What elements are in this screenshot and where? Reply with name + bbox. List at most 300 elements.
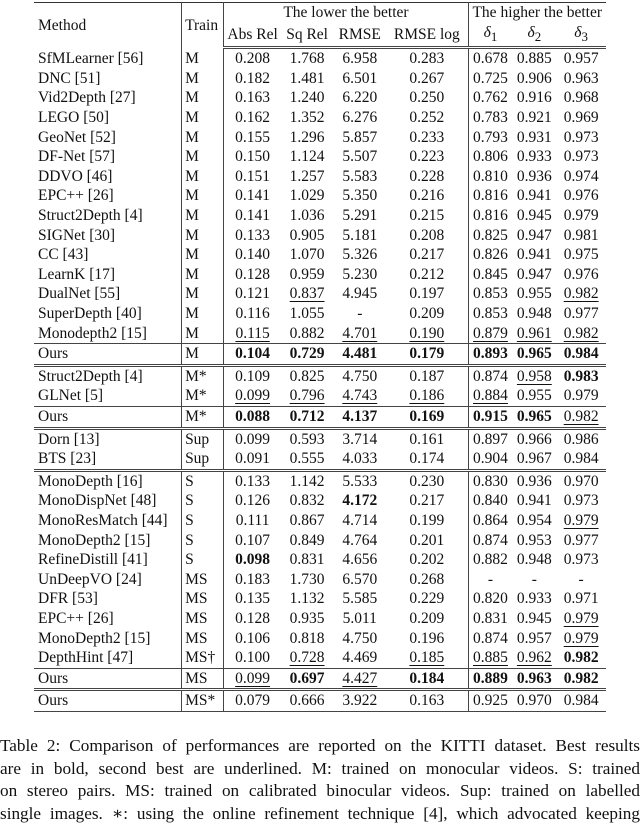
value: 1.481	[289, 69, 325, 87]
value: 0.088	[235, 407, 271, 425]
rmse-cell	[333, 386, 386, 406]
abs-rel-cell	[224, 167, 281, 187]
value: 0.830	[473, 472, 508, 490]
rmse-log-cell	[386, 609, 468, 629]
table-row	[34, 265, 606, 285]
value: 0.957	[516, 629, 552, 647]
value: 0.945	[516, 609, 552, 627]
method-cell: LearnK [17]	[38, 265, 116, 283]
value: 0.796	[289, 387, 325, 405]
delta1-cell	[468, 609, 512, 629]
value: 5.583	[342, 167, 378, 185]
method-cell: SfMLearner [56]	[38, 49, 144, 67]
value: 0.915	[473, 407, 508, 425]
value: 4.481	[342, 345, 378, 363]
value: 0.959	[289, 265, 325, 283]
delta2-cell	[512, 428, 556, 449]
value: 0.111	[235, 511, 270, 529]
value: 0.228	[409, 167, 445, 185]
value: 0.230	[409, 472, 445, 490]
rmse-cell	[333, 531, 386, 551]
train-cell: M	[182, 147, 224, 167]
value: 0.186	[409, 387, 445, 405]
method-cell: GeoNet [52]	[38, 128, 116, 146]
delta1-cell	[468, 206, 512, 226]
delta2-cell	[512, 629, 556, 649]
method-cell: MonoDepth [16]	[34, 470, 182, 491]
value: 0.906	[516, 69, 552, 87]
rmse-cell	[333, 550, 386, 570]
value: 0.904	[473, 450, 508, 468]
value: 1.352	[289, 109, 325, 127]
delta3-cell	[556, 550, 606, 570]
train-cell: Sup	[182, 428, 224, 449]
table-row	[34, 609, 606, 629]
value: 0.593	[289, 430, 325, 448]
header-rmse: RMSE	[333, 23, 386, 48]
value: 0.816	[473, 187, 508, 205]
rmse-cell	[333, 589, 386, 609]
value: 0.982	[563, 407, 599, 425]
value: 0.853	[473, 285, 508, 303]
caption-line: are in bold, second best are underlined. M: trained on monocular videos. S: trained	[0, 758, 640, 778]
value: 0.874	[473, 367, 508, 385]
method-cell: Struct2Depth [4]	[38, 207, 143, 225]
delta1-cell	[468, 570, 512, 590]
delta1-cell	[468, 690, 512, 712]
abs-rel-cell	[224, 147, 281, 167]
value: 5.326	[342, 246, 378, 264]
abs-rel-cell	[224, 265, 281, 285]
sq-rel-cell	[281, 470, 334, 491]
delta3-cell	[556, 69, 606, 89]
delta1-cell	[468, 304, 512, 324]
delta2-cell	[512, 226, 556, 246]
sq-rel-cell	[281, 88, 334, 108]
header-lower-better: The lower the better	[224, 3, 468, 23]
delta1-cell	[468, 365, 512, 386]
rmse-log-cell	[386, 365, 468, 386]
caption-line: on stereo pairs. MS: trained on calibrated binocular videos. Sup: trained on labelled	[0, 781, 640, 800]
delta3-cell	[556, 304, 606, 324]
delta1-cell	[468, 108, 512, 128]
train-cell: M	[182, 245, 224, 265]
value: 1.124	[289, 148, 325, 166]
train-cell: M	[182, 69, 224, 89]
value: 0.968	[563, 89, 599, 107]
value: 0.141	[235, 207, 271, 225]
value: 0.879	[473, 324, 508, 342]
value: 0.849	[289, 531, 325, 549]
value: 4.469	[342, 649, 378, 667]
abs-rel-cell	[224, 609, 281, 629]
value: 0.109	[235, 367, 271, 385]
table-row	[34, 206, 606, 226]
value: 1.240	[289, 89, 325, 107]
table-row	[34, 88, 606, 108]
value: 0.975	[563, 246, 599, 264]
delta3-cell	[556, 406, 606, 428]
value: 0.974	[563, 167, 599, 185]
delta3-cell	[556, 648, 606, 668]
delta1-cell	[468, 226, 512, 246]
rmse-cell	[333, 609, 386, 629]
rmse-log-cell	[386, 648, 468, 668]
value: 0.961	[516, 324, 552, 342]
table-row	[34, 324, 606, 344]
value: 6.276	[342, 109, 378, 127]
table-row	[34, 531, 606, 551]
method-cell: UnDeepVO [24]	[38, 570, 142, 588]
delta2-cell	[512, 550, 556, 570]
delta2-cell	[512, 365, 556, 386]
value: 0.867	[289, 511, 325, 529]
value: 4.137	[342, 407, 378, 425]
table-row	[34, 550, 606, 570]
value: 0.197	[409, 285, 445, 303]
delta3-cell	[556, 88, 606, 108]
train-cell: MS*	[182, 690, 224, 712]
method-cell: DualNet [55]	[38, 285, 121, 303]
rmse-cell	[333, 128, 386, 148]
method-cell: Ours	[34, 406, 182, 428]
delta3-cell	[556, 589, 606, 609]
value: 0.697	[289, 669, 325, 687]
value: 0.250	[409, 89, 445, 107]
value: 5.011	[342, 609, 377, 627]
train-cell: S	[182, 511, 224, 531]
value: 0.155	[235, 128, 271, 146]
delta1-cell	[468, 324, 512, 344]
delta1-cell	[468, 265, 512, 285]
value: 0.864	[473, 511, 508, 529]
table-row	[34, 284, 606, 304]
abs-rel-cell	[224, 48, 281, 69]
rmse-log-cell	[386, 406, 468, 428]
delta3-cell	[556, 470, 606, 491]
value: 0.126	[235, 492, 271, 510]
table-row	[34, 386, 606, 406]
delta1-cell	[468, 167, 512, 187]
value: 0.212	[409, 265, 445, 283]
delta2-cell	[512, 324, 556, 344]
rmse-cell	[333, 147, 386, 167]
value: 0.079	[235, 692, 271, 710]
delta1-cell	[468, 147, 512, 167]
method-cell: EPC++ [26]	[38, 609, 114, 627]
delta2-cell	[512, 648, 556, 668]
value: 0.885	[516, 50, 552, 68]
value: 0.955	[516, 285, 552, 303]
value: 5.533	[342, 472, 378, 490]
value: 0.931	[516, 128, 552, 146]
rmse-log-cell	[386, 511, 468, 531]
value: 0.832	[289, 492, 325, 510]
method-cell: DNC [51]	[38, 69, 101, 87]
delta1-cell	[468, 88, 512, 108]
method-cell: Struct2Depth [4]	[34, 365, 182, 386]
table-row	[34, 470, 606, 491]
value: 0.925	[473, 692, 508, 710]
train-cell: M	[182, 324, 224, 344]
value: 0.174	[409, 450, 445, 468]
train-cell: M	[182, 48, 224, 69]
method-cell: CC [43]	[38, 246, 89, 264]
rmse-cell	[333, 48, 386, 69]
value: 0.874	[473, 531, 508, 549]
value: -	[531, 570, 537, 588]
value: 0.283	[409, 50, 445, 68]
abs-rel-cell	[224, 570, 281, 590]
abs-rel-cell	[224, 648, 281, 668]
delta3-cell	[556, 428, 606, 449]
sq-rel-cell	[281, 428, 334, 449]
rmse-log-cell	[386, 69, 468, 89]
value: 0.133	[235, 472, 271, 490]
rmse-log-cell	[386, 167, 468, 187]
value: 0.958	[516, 367, 552, 385]
delta1-cell	[468, 668, 512, 690]
value: 0.831	[473, 609, 508, 627]
value: 0.884	[473, 387, 508, 405]
rmse-cell	[333, 406, 386, 428]
sq-rel-cell	[281, 449, 334, 470]
train-cell: M	[182, 88, 224, 108]
delta1-cell	[468, 550, 512, 570]
delta2-cell	[512, 491, 556, 511]
sq-rel-cell	[281, 186, 334, 206]
delta1-cell	[468, 449, 512, 470]
value: 0.976	[563, 187, 599, 205]
sq-rel-cell	[281, 629, 334, 649]
value: 4.172	[342, 492, 378, 510]
value: 0.957	[563, 50, 599, 68]
train-cell: M*	[182, 406, 224, 428]
train-cell: MS	[182, 609, 224, 629]
value: 1.055	[289, 305, 325, 322]
delta1-cell	[468, 186, 512, 206]
value: 0.196	[409, 629, 445, 647]
value: 0.820	[473, 590, 508, 608]
rmse-cell	[333, 668, 386, 690]
delta2-cell	[512, 186, 556, 206]
rmse-log-cell	[386, 589, 468, 609]
value: 0.678	[473, 50, 508, 68]
header-method: Method	[38, 16, 87, 34]
abs-rel-cell	[224, 304, 281, 324]
abs-rel-cell	[224, 428, 281, 449]
method-cell: GLNet [5]	[38, 387, 103, 405]
table-caption	[0, 735, 640, 825]
value: 0.969	[563, 109, 599, 127]
value: 0.816	[473, 207, 508, 225]
results-body	[34, 48, 606, 712]
rmse-log-cell	[386, 265, 468, 285]
sq-rel-cell	[281, 245, 334, 265]
sq-rel-cell	[281, 668, 334, 690]
delta2-cell	[512, 304, 556, 324]
method-cell: Ours	[34, 668, 182, 690]
rmse-log-cell	[386, 550, 468, 570]
value: 0.979	[563, 609, 599, 627]
abs-rel-cell	[224, 88, 281, 108]
delta2-cell	[512, 511, 556, 531]
method-cell: DF-Net [57]	[38, 148, 116, 166]
delta3-cell	[556, 128, 606, 148]
value: 0.933	[516, 148, 552, 166]
rmse-cell	[333, 69, 386, 89]
value: 0.215	[409, 207, 445, 225]
value: 0.201	[409, 531, 445, 549]
value: 1.142	[289, 472, 325, 490]
value: 5.350	[342, 187, 378, 205]
abs-rel-cell	[224, 511, 281, 531]
header-row-1	[34, 3, 606, 23]
value: 0.169	[409, 407, 445, 425]
value: 0.882	[289, 324, 325, 342]
rmse-cell	[333, 470, 386, 491]
value: 0.984	[563, 345, 599, 363]
value: 0.116	[235, 305, 270, 322]
delta1-cell	[468, 531, 512, 551]
header-delta3: $\delta_3$	[556, 23, 606, 48]
value: 0.973	[563, 148, 599, 166]
method-cell: DFR [53]	[38, 590, 98, 608]
delta1-cell	[468, 245, 512, 265]
rmse-cell	[333, 648, 386, 668]
sq-rel-cell	[281, 511, 334, 531]
value: 0.666	[289, 692, 325, 710]
results-table	[34, 2, 606, 712]
rmse-log-cell	[386, 226, 468, 246]
value: 0.098	[235, 551, 271, 569]
rmse-cell	[333, 265, 386, 285]
rmse-log-cell	[386, 147, 468, 167]
value: 0.163	[409, 692, 445, 710]
value: 0.947	[516, 265, 552, 283]
abs-rel-cell	[224, 226, 281, 246]
rmse-log-cell	[386, 428, 468, 449]
delta3-cell	[556, 284, 606, 304]
value: 0.825	[473, 226, 508, 244]
rmse-cell	[333, 629, 386, 649]
sq-rel-cell	[281, 324, 334, 344]
value: 0.208	[409, 226, 445, 244]
rmse-cell	[333, 167, 386, 187]
rmse-log-cell	[386, 531, 468, 551]
ours-row	[34, 406, 606, 428]
rmse-log-cell	[386, 386, 468, 406]
delta1-cell	[468, 491, 512, 511]
method-cell: SIGNet [30]	[38, 226, 116, 244]
value: 0.806	[473, 148, 508, 166]
value: 4.743	[342, 387, 378, 405]
delta3-cell	[556, 570, 606, 590]
value: 0.104	[235, 345, 271, 363]
value: 0.977	[563, 531, 599, 549]
value: 0.933	[516, 590, 552, 608]
value: 0.955	[516, 387, 552, 405]
delta1-cell	[468, 406, 512, 428]
value: 0.962	[516, 649, 552, 667]
table-row	[34, 629, 606, 649]
value: 0.971	[563, 590, 599, 608]
train-cell: S	[182, 531, 224, 551]
rmse-cell	[333, 108, 386, 128]
header-train: Train	[182, 3, 224, 48]
value: 0.837	[289, 285, 325, 303]
value: 0.954	[516, 511, 552, 529]
value: 0.965	[516, 407, 552, 425]
value: 0.936	[516, 167, 552, 185]
value: 0.107	[235, 531, 271, 549]
value: 0.853	[473, 305, 508, 322]
sq-rel-cell	[281, 304, 334, 324]
train-cell: M	[182, 167, 224, 187]
sq-rel-cell	[281, 406, 334, 428]
delta2-cell	[512, 570, 556, 590]
method-cell: RefineDistill [41]	[38, 551, 148, 569]
value: 0.945	[516, 207, 552, 225]
delta3-cell	[556, 609, 606, 629]
sq-rel-cell	[281, 550, 334, 570]
sq-rel-cell	[281, 648, 334, 668]
header-delta1: $\delta_1$	[468, 23, 512, 48]
train-cell: M	[182, 344, 224, 366]
value: 0.982	[563, 324, 599, 342]
value: 0.555	[289, 450, 325, 468]
rmse-cell	[333, 344, 386, 366]
value: 0.984	[563, 692, 599, 710]
rmse-log-cell	[386, 245, 468, 265]
value: 0.216	[409, 187, 445, 205]
delta3-cell	[556, 511, 606, 531]
value: -	[357, 305, 363, 322]
sq-rel-cell	[281, 167, 334, 187]
value: 1.029	[289, 187, 325, 205]
value: 0.223	[409, 148, 445, 166]
value: 0.208	[235, 50, 271, 68]
delta2-cell	[512, 284, 556, 304]
delta1-cell	[468, 48, 512, 69]
value: 0.121	[235, 285, 271, 303]
delta3-cell	[556, 344, 606, 366]
value: 1.296	[289, 128, 325, 146]
delta2-cell	[512, 449, 556, 470]
table-row	[34, 491, 606, 511]
value: 0.762	[473, 89, 508, 107]
value: 0.897	[473, 430, 508, 448]
delta1-cell	[468, 428, 512, 449]
table-row	[34, 226, 606, 246]
delta2-cell	[512, 167, 556, 187]
sq-rel-cell	[281, 108, 334, 128]
value: 1.070	[289, 246, 325, 264]
value: 0.150	[235, 148, 271, 166]
delta2-cell	[512, 668, 556, 690]
value: 0.826	[473, 246, 508, 264]
value: 0.184	[409, 669, 445, 687]
rmse-log-cell	[386, 690, 468, 712]
abs-rel-cell	[224, 186, 281, 206]
rmse-log-cell	[386, 668, 468, 690]
value: 0.979	[563, 511, 599, 529]
delta2-cell	[512, 589, 556, 609]
abs-rel-cell	[224, 629, 281, 649]
delta2-cell	[512, 690, 556, 712]
value: 4.750	[342, 367, 378, 385]
table-row	[34, 570, 606, 590]
